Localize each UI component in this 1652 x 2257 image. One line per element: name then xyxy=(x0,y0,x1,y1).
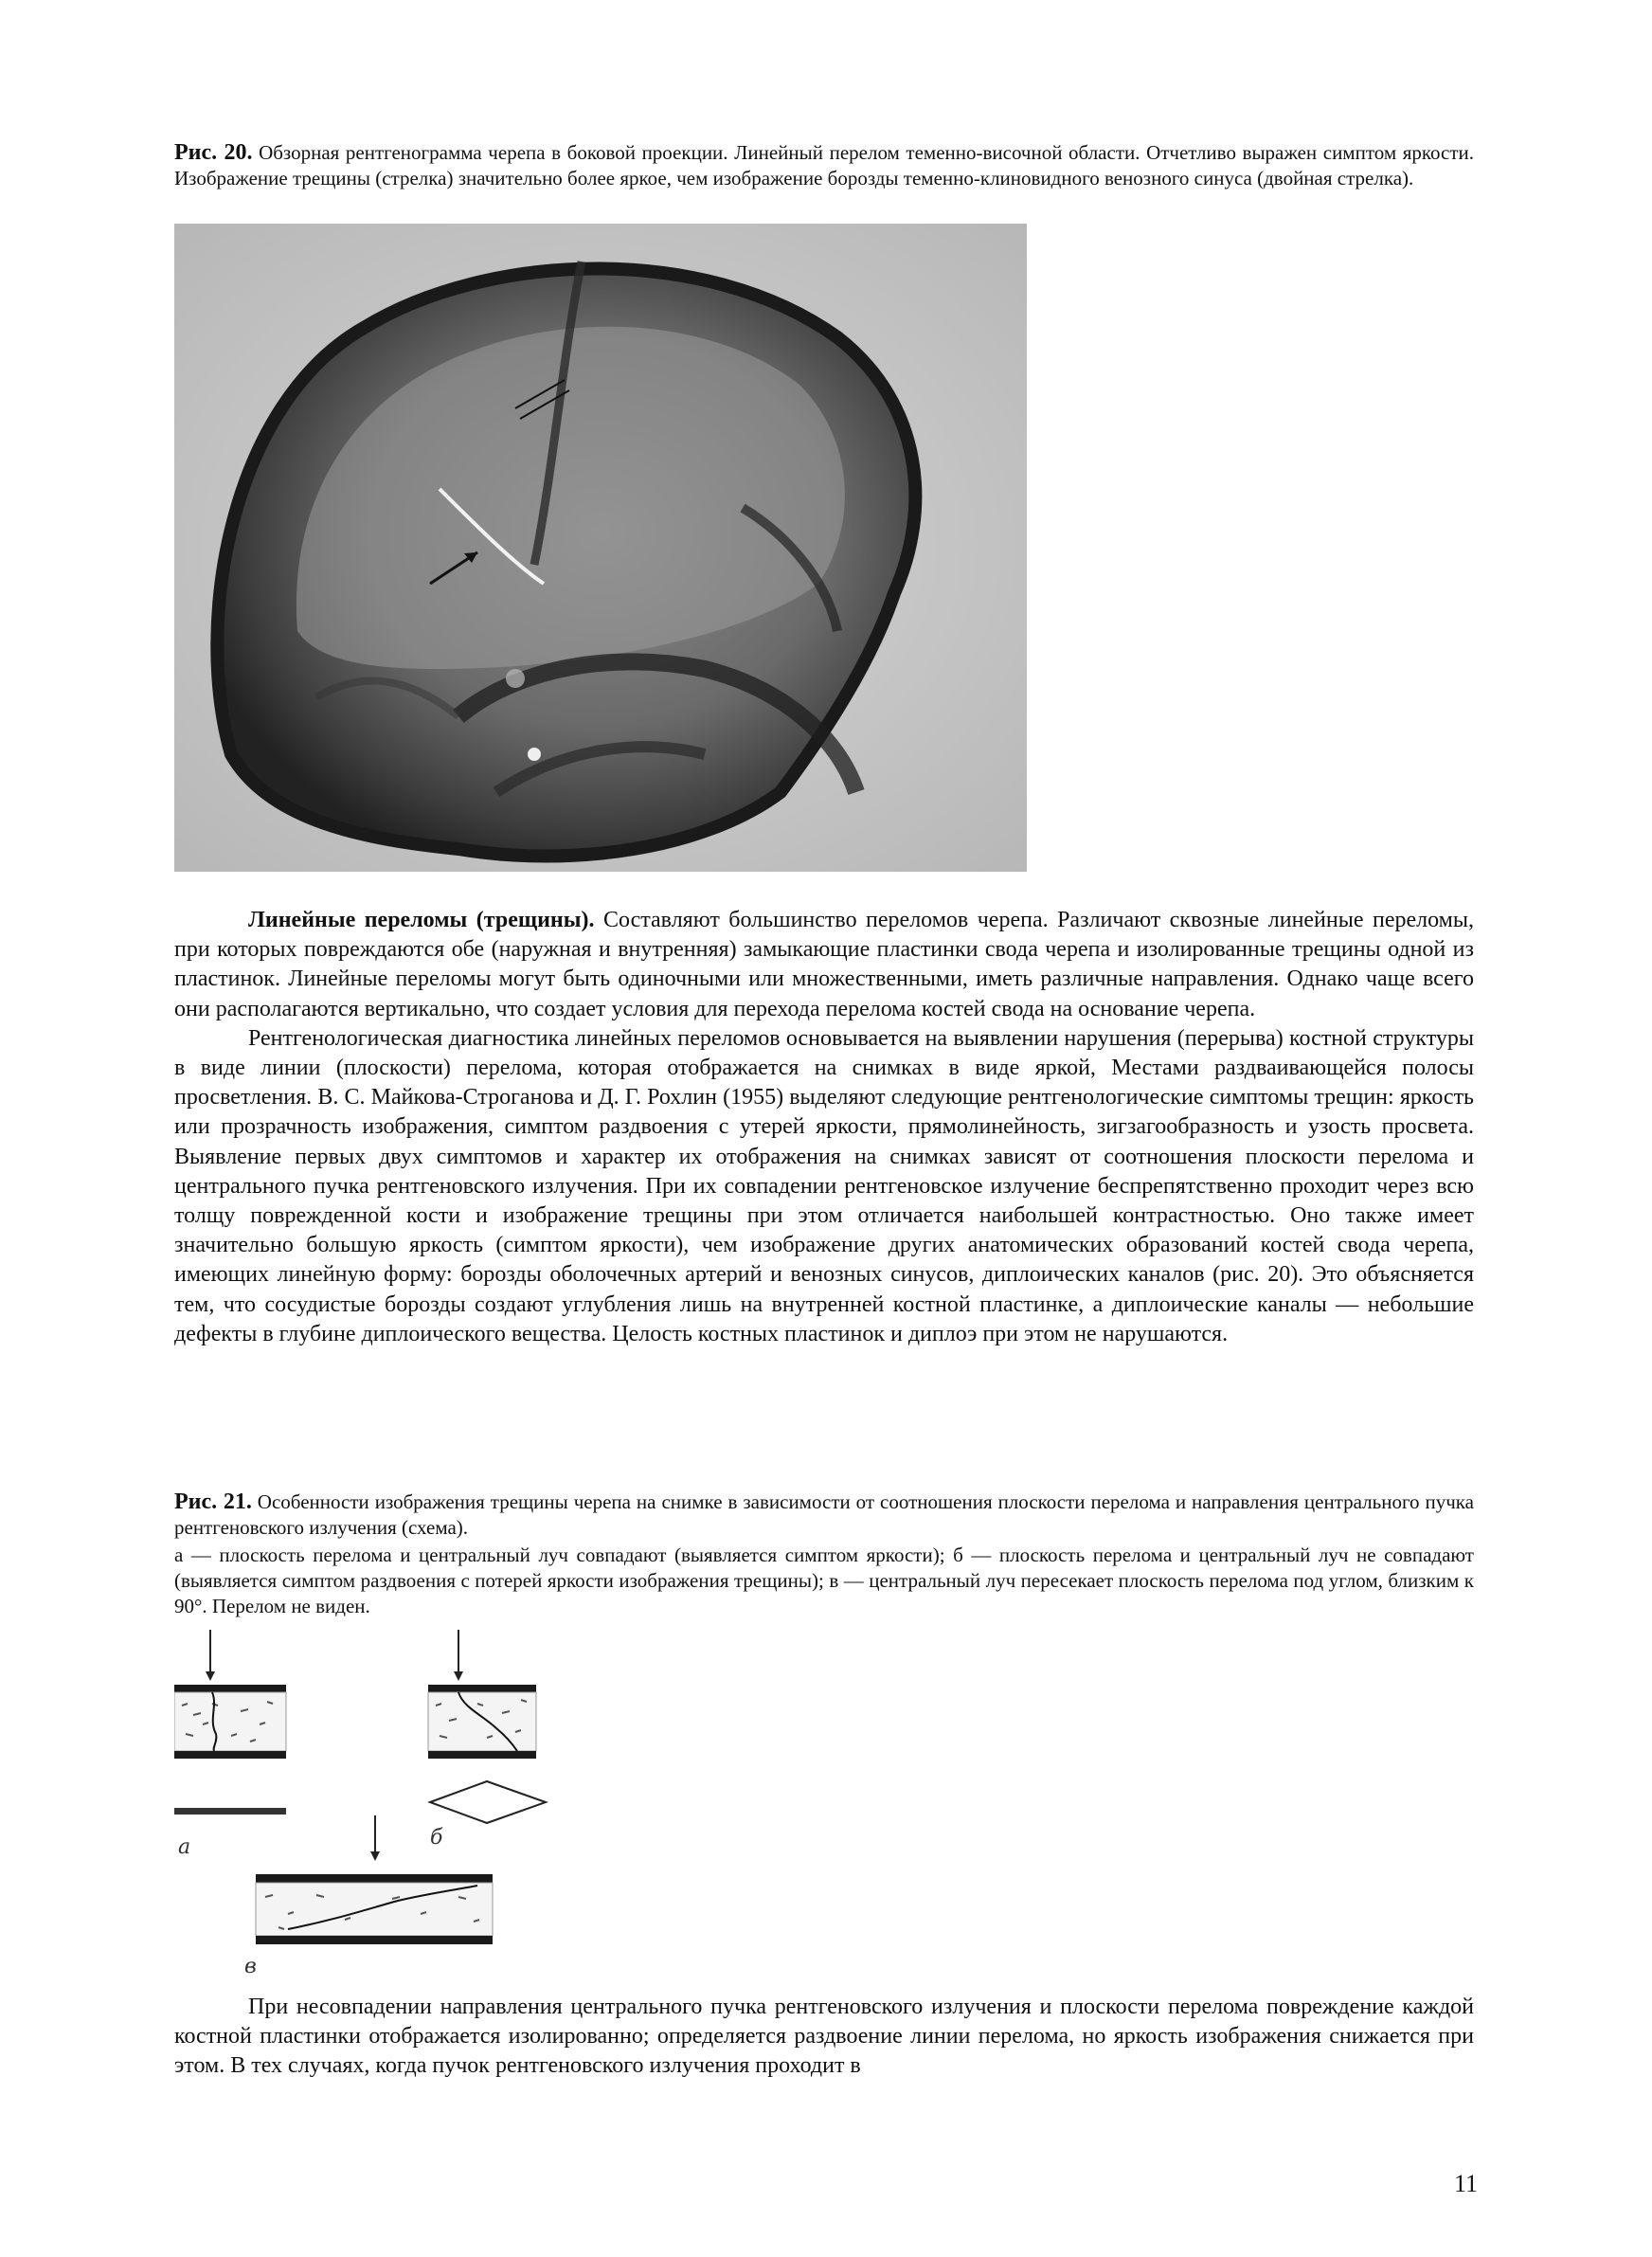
figure-20-label: Рис. 20. xyxy=(174,140,253,165)
figure-21-label: Рис. 21. xyxy=(174,1490,252,1514)
paragraph-3: При несовпадении направления центрального пучка рентгеновского излучения и плоскости перелома повреждение каждой костной пластинки отображается изолированно; определяется раздвоение линии перелома, но яркость изображения снижается при этом. В тех случаях, когда пучок рентгеновского излучения проходит в xyxy=(174,1995,1474,2079)
page-number: 11 xyxy=(1453,2170,1478,2197)
figure-20-caption-text: Обзорная рентгенограмма черепа в боковой проекции. Линейный перелом теменно-височной области. Отчетливо выражен симптом яркости. Изображение трещины (стрелка) значительно более яркое, чем изображение борозды теменно-клиновидного венозного синуса (двойная стрелка). xyxy=(174,141,1475,190)
figure-21-caption-text: Особенности изображения трещины черепа на снимке в зависимости от соотношения плоскости перелома и направления центрального пучка рентгеновского излучения (схема). xyxy=(174,1490,1474,1539)
panel-label-b: б xyxy=(430,1826,443,1850)
paragraph-linear-fractures xyxy=(174,906,1474,1024)
schema-panel-c xyxy=(244,1815,493,1978)
panel-label-a: а xyxy=(178,1835,191,1859)
figure-21-explanation: а — плоскость перелома и центральный луч совпадают (выявляется симптом яркости); б — плоскость перелома и центральный луч не совпадают (выявляется симптом раздвоения с потерей яркости изображения трещины); в — центральный луч пересекает плоскость перелома под углом, близким к 90°. Перелом не виден. xyxy=(174,1544,1474,1617)
schema-panel-a xyxy=(174,1630,286,1859)
figure-20-caption xyxy=(174,140,1474,191)
panel-label-c: в xyxy=(244,1955,257,1978)
fracture-schema-diagram xyxy=(174,1630,610,1990)
continuation-text-block xyxy=(174,1993,1474,2082)
figure-21-caption xyxy=(174,1490,1474,1541)
paragraph-1-text: Составляют большинство переломов черепа. Различают сквозные линейные переломы, при которых повреждаются обе (наружная и внутренняя) замыкающие пластинки свода черепа и изолированные трещины одной из пластинок. Линейные переломы могут быть одиночными или множественными, иметь различные направления. Однако чаще всего они располагаются вертикально, что создает условия для перехода перелома костей свода на основание черепа. xyxy=(174,908,1474,1021)
section-heading: Линейные переломы (трещины). xyxy=(248,908,595,932)
skull-xray-image xyxy=(174,224,1027,872)
paragraph-2: Рентгенологическая диагностика линейных переломов основывается на выявлении нарушения (перерыва) костной структуры в виде линии (плоскости) перелома, которая отображается на снимках в виде яркой, Местами раздваивающейся полосы просветления. В. С. Майкова-Строганова и Д. Г. Рохлин (1955) выделяют следующие рентгенологические симптомы трещин: яркость или прозрачность изображения, симптом раздвоения с утерей яркости, прямолинейность, зигзагообразность и узость просвета. Выявление первых двух симптомов и характер их отображения на снимках зависят от соотношения плоскости перелома и центрального пучка рентгеновского излучения. При их совпадении рентгеновское излучение беспрепятственно проходит через всю толщу поврежденной кости и изображение трещины при этом отличается наибольшей контрастностью. Оно также имеет значительно большую яркость (симптом яркости), чем изображение других анатомических образований костей свода черепа, имеющих линейную форму: борозды оболочечных артерий и венозных синусов, диплоических каналов (рис. 20). Это объясняется тем, что сосудистые борозды создают углубления лишь на внутренней костной пластинке, а диплоические каналы — небольшие дефекты в глубине диплоического вещества. Целость костных пластинок и диплоэ при этом не нарушаются. xyxy=(174,1025,1474,1346)
schema-panel-b xyxy=(428,1630,546,1850)
main-text-block xyxy=(174,906,1474,1349)
